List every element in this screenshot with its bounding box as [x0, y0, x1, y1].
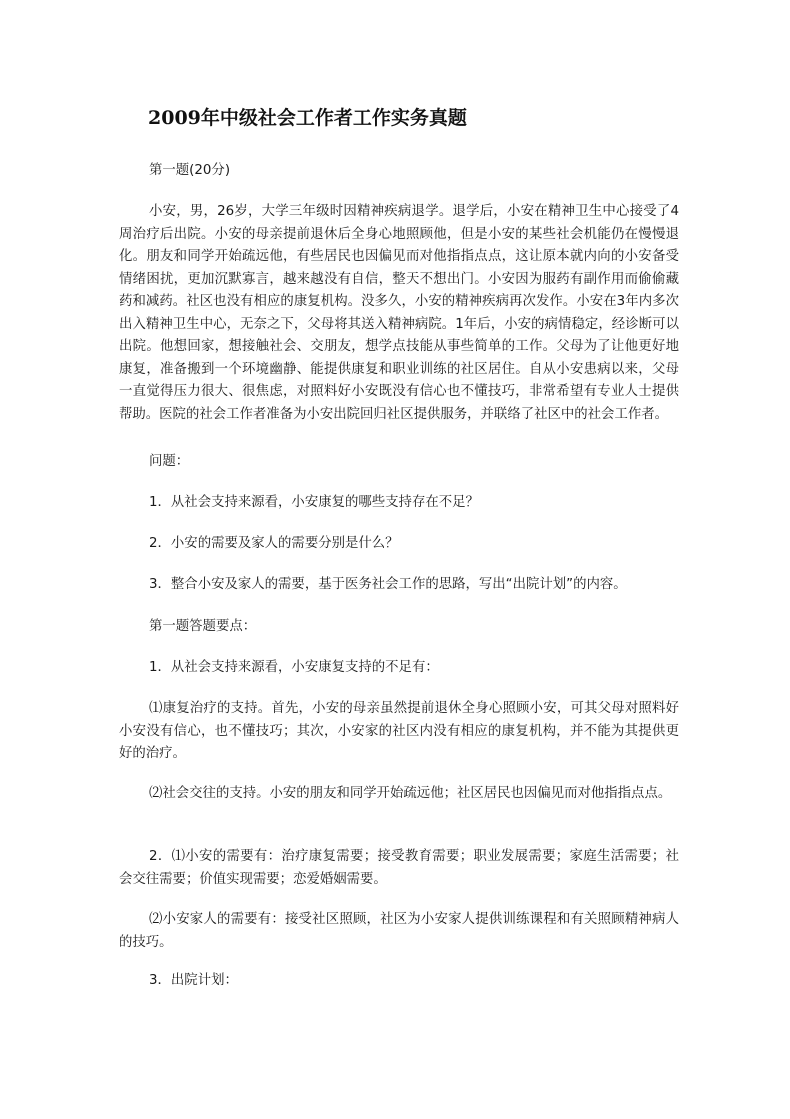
question-1: 1．从社会支持来源看，小安康复的哪些支持存在不足？ — [149, 495, 479, 510]
answers-label: 第一题答题要点： — [149, 619, 257, 634]
questions-label: 问题： — [149, 454, 190, 469]
answer-2-point-1: 2．⑴小安的需要有：治疗康复需要；接受教育需要；职业发展需要；家庭生活需要；社会交往需要；价值实现需要；恋爱婚姻需要。 — [119, 849, 679, 887]
document-title: 2009年中级社会工作者工作实务真题 — [148, 107, 467, 129]
answer-1-point-2: ⑵社会交往的支持。小安的朋友和同学开始疏远他；社区居民也因偏见而对他指指点点。 — [149, 786, 672, 801]
answer-2-point-2: ⑵小安家人的需要有：接受社区照顾，社区为小安家人提供训练课程和有关照顾精神病人的技巧。 — [119, 912, 679, 950]
answer-1-intro: 1．从社会支持来源看，小安康复支持的不足有： — [149, 660, 439, 675]
question1-header: 第一题(20分) — [149, 163, 231, 178]
question-2: 2．小安的需要及家人的需要分别是什么？ — [149, 536, 399, 551]
answer-3-intro: 3．出院计划： — [149, 973, 238, 988]
case-paragraph: 小安，男，26岁，大学三年级时因精神疾病退学。退学后，小安在精神卫生中心接受了4周治疗后出院。小安的母亲提前退休后全身心地照顾他，但是小安的某些社会机能仍在慢慢退化。朋友和同学开始疏远他，有些居民也因偏见而对他指指点点，这让原本就内向的小安备受情绪困扰，更加沉默寡言，越来越没有自信，整天不想出门。小安因为服药有副作用而偷偷藏药和减药。社区也没有相应的康复机构。没多久，小安的精神疾病再次发作。小安在3年内多次出入精神卫生中心，无奈之下，父母将其送入精神病院。1年后，小安的病情稳定，经诊断可以出院。他想回家，想接触社会、交朋友，想学点技能从事些简单的工作。父母为了让他更好地康复，准备搬到一个环境幽静、能提供康复和职业训练的社区居住。自从小安患病以来，父母一直觉得压力很大、很焦虑，对照料好小安既没有信心也不懂技巧，非常希望有专业人士提供帮助。医院的社会工作者准备为小安出院回归社区提供服务，并联络了社区中的社会工作者。 — [119, 204, 679, 422]
answer-1-point-1: ⑴康复治疗的支持。首先，小安的母亲虽然提前退休全身心照顾小安，可其父母对照料好小安没有信心，也不懂技巧；其次，小安家的社区内没有相应的康复机构，并不能为其提供更好的治疗。 — [119, 701, 679, 761]
question-3: 3．整合小安及家人的需要，基于医务社会工作的思路，写出“出院计划”的内容。 — [149, 577, 627, 592]
